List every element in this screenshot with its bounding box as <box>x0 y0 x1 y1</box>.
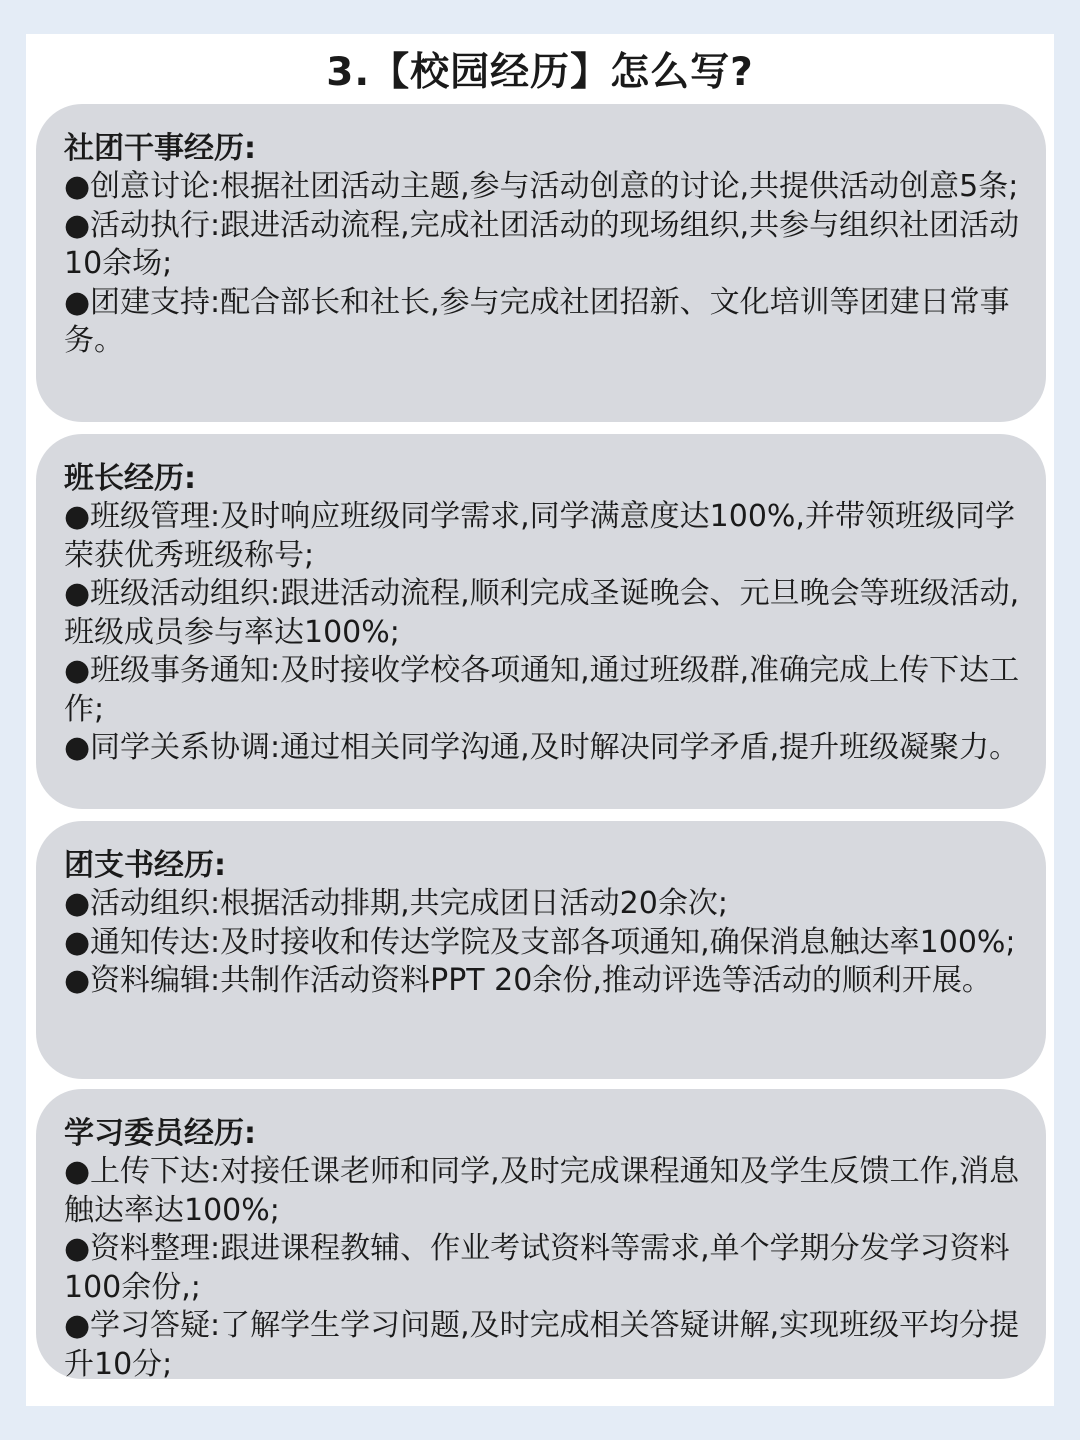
list-item <box>64 1230 1022 1307</box>
section-heading: 学习委员经历: <box>64 1116 256 1151</box>
section-league-secretary <box>36 821 1046 1079</box>
section-heading: 团支书经历: <box>64 848 226 883</box>
bullet-icon: ● <box>64 499 91 534</box>
list-item-text: 班级管理:及时响应班级同学需求,同学满意度达100%,并带领班级同学荣获优秀班级称号; <box>64 499 1015 573</box>
list-item-text: 同学关系协调:通过相关同学沟通,及时解决同学矛盾,提升班级凝聚力。 <box>90 730 1020 765</box>
list-item <box>64 924 1022 963</box>
list-item-text: 创意讨论:根据社团活动主题,参与活动创意的讨论,共提供活动创意5条; <box>90 169 1019 204</box>
bullet-icon: ● <box>64 963 91 998</box>
bullet-icon: ● <box>64 1154 91 1189</box>
list-item <box>64 729 1022 768</box>
bullet-icon: ● <box>64 730 91 765</box>
list-item <box>64 962 1022 1001</box>
list-item <box>64 1307 1022 1384</box>
section-study-committee <box>36 1089 1046 1382</box>
list-item <box>64 284 1022 361</box>
section-heading: 班长经历: <box>64 461 196 496</box>
section-class-monitor <box>36 434 1046 809</box>
section-club-officer <box>36 104 1046 422</box>
list-item-text: 学习答疑:了解学生学习问题,及时完成相关答疑讲解,实现班级平均分提升10分; <box>64 1308 1020 1382</box>
list-item <box>64 1153 1022 1230</box>
list-item-text: 资料编辑:共制作活动资料PPT 20余份,推动评选等活动的顺利开展。 <box>90 963 992 998</box>
list-item-text: 上传下达:对接任课老师和同学,及时完成课程通知及学生反馈工作,消息触达率达100%; <box>64 1154 1020 1228</box>
list-item-text: 活动组织:根据活动排期,共完成团日活动20余次; <box>90 886 728 921</box>
bullet-icon: ● <box>64 886 91 921</box>
list-item-text: 资料整理:跟进课程教辅、作业考试资料等需求,单个学期分发学习资料100余份,; <box>64 1231 1010 1305</box>
list-item-text: 团建支持:配合部长和社长,参与完成社团招新、文化培训等团建日常事务。 <box>64 284 1010 358</box>
bullet-icon: ● <box>64 1231 91 1266</box>
page-title: 3.【校园经历】怎么写? <box>326 50 754 95</box>
bullet-icon: ● <box>64 924 91 960</box>
list-item-text: 班级事务通知:及时接收学校各项通知,通过班级群,准确完成上传下达工作; <box>64 653 1020 727</box>
list-item <box>64 498 1022 575</box>
list-item-text: 活动执行:跟进活动流程,完成社团活动的现场组织,共参与组织社团活动10余场; <box>64 207 1020 281</box>
list-item-text: 班级活动组织:跟进活动流程,顺利完成圣诞晚会、元旦晚会等班级活动,班级成员参与率达100%; <box>64 576 1020 650</box>
list-item <box>64 652 1022 729</box>
list-item-text: 通知传达:及时接收和传达学院及支部各项通知,确保消息触达率100%; <box>90 924 1016 960</box>
bullet-icon: ● <box>64 169 91 204</box>
page <box>26 34 1054 1406</box>
list-item <box>64 168 1022 207</box>
bullet-icon: ● <box>64 207 91 243</box>
list-item <box>64 575 1022 652</box>
bullet-icon: ● <box>64 284 91 320</box>
bullet-icon: ● <box>64 1308 91 1343</box>
list-item <box>64 885 1022 924</box>
bullet-icon: ● <box>64 653 91 688</box>
list-item <box>64 207 1022 284</box>
bullet-icon: ● <box>64 576 91 611</box>
section-heading: 社团干事经历: <box>64 131 256 166</box>
